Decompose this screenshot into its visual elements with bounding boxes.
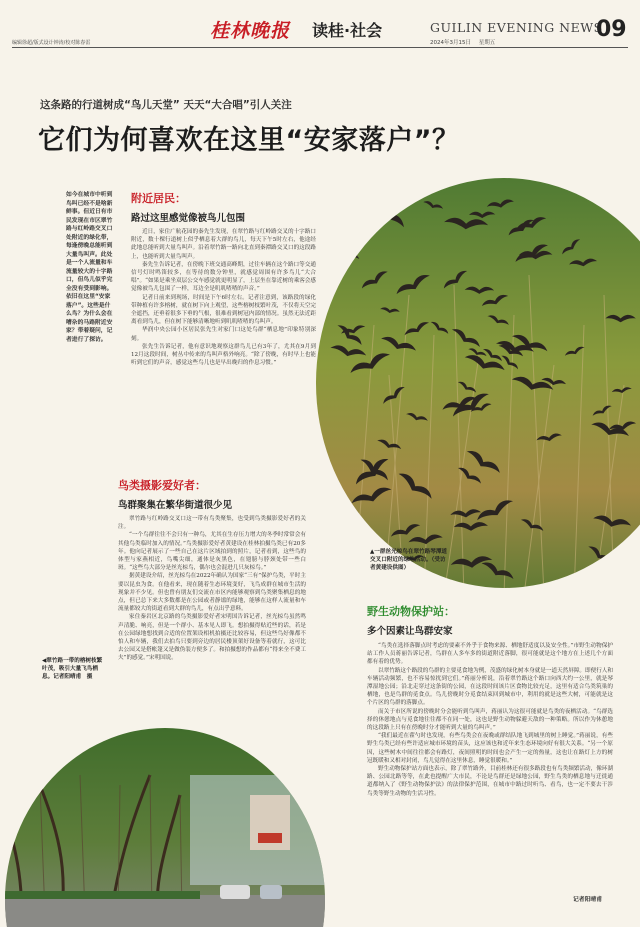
masthead-logo: 桂林晚报 bbox=[210, 20, 291, 42]
section-title: 读桂·社会 bbox=[312, 21, 383, 40]
paragraph: “鸟类在选择落脚点时考虑的要素不外乎于食物来源、栖地舒适度以及安全性。”市野生动物保护站工作人员蒋丽告诉记者，鸟群在人多车多的街道附近落脚，很可能就是这个地方在上述几个方面都有着的优势。 bbox=[367, 643, 613, 666]
paragraph: 华润中央公园小区居民张先生对家门口这处鸟群“栖息地”印象特别深刻。 bbox=[131, 327, 316, 342]
bird-silhouette bbox=[375, 201, 395, 218]
section-subtitle-photographers: 鸟群聚集在繁华街道很少见 bbox=[118, 500, 233, 511]
section-label-residents: 附近居民： bbox=[131, 192, 186, 205]
paragraph: 张先生告诉记者，他有意识地观察这群鸟儿已有3年了，尤其在9月到12月这段时间，树丛中传来的鸟叫声格外响亮。“除了傍晚，有时早上也能听到它们的声音，感觉这些鸟儿也是早出晚归的作息习惯。” bbox=[131, 343, 316, 367]
section-body-wildlife bbox=[367, 642, 613, 888]
section-label-photographers: 鸟类摄影爱好者： bbox=[118, 479, 206, 492]
header-rule bbox=[12, 47, 628, 48]
date-text: 2024年3月15日 bbox=[430, 40, 471, 46]
banyan-street-photo bbox=[0, 715, 330, 927]
page-number: 09 bbox=[596, 17, 627, 42]
paragraph: 翠竹路与红岭路交叉口这一带有鸟类聚集，也受到鸟类摄影爱好者的关注。 bbox=[118, 516, 306, 531]
paragraph: 据黄建设介绍，丝光椋鸟在2022年确认为国家“三有”保护鸟类，平时主要以昆虫为食。在他看来，现在随着生态环境变好，飞鸟成群在城市生活的现象并不少见。但也曾有朋友们交流在市区内能够观察到鸟类聚集栖息的地点，但已总下来大多数都是在公园或者静谧的绿地，能够在这样人流量和车流量都较大的街道看到大群的鸟儿，有点出乎意料。 bbox=[118, 573, 306, 613]
section-body-residents bbox=[131, 228, 316, 468]
paragraph: “一个鸟群往往不会只有一种鸟，尤其在生存压力增大的冬季时常常会有其他鸟类临时加入的情况。”鸟类摄影爱好者黄建设在桂林拍摄鸟类已有20多年。他向记者展示了一些自己在这片区域拍到的照片，记者看到，这些鸟的体型与家燕相近，鸟嘴尖细，通体是灰黑色，在翅膀与脖颈处带一些白斑。“这些鸟大部分是丝光椋鸟，偶尔也会混进几只灰椋鸟。” bbox=[118, 532, 306, 572]
weekday-text: 星期五 bbox=[478, 40, 496, 46]
lede-text: 如今在城市中听到鸟叫已经不是啥新鲜事。但近日有市民发现在市区翠竹路与红岭路交叉口处附近的绿化带，每逢傍晚总能听到大量鸟叫声。此处是一个人流量和车流量较大的十字路口，但鸟儿似乎完全没有受到影响。依旧在这里“安家落户”。这些是什么鸟？为什么会在嘈杂的马路附近安家？带着疑问，记者进行了探访。 bbox=[66, 192, 113, 343]
paragraph: 秦先生告诉记者，在傍晚下班交通高峰期，过往车辆在这个路口等交通信号灯时鸣笛较多，在等待的数分钟里，就感觉周围有许多鸟儿“大合唱”。“如果是乘坐双层公交车感觉就更明显了，上层坐在靠近树的乘客会感觉像被鸟儿包围了一样，耳边全是叽叽喳喳的声音。” bbox=[131, 261, 316, 293]
masthead bbox=[210, 16, 382, 43]
lede bbox=[66, 191, 116, 344]
section-label-wildlife: 野生动物保护站： bbox=[367, 605, 455, 618]
paragraph: “我们最近在藿勺时也发现，有些鸟类会在夜晚或群结队地飞到城里的树上睡觉。”蒋丽说，有些野生鸟类已经有些许适应城市环境的苗头，这应该也和近年来生态环境向好有很大关系。“另一个原因，这些树木中间往往都会有路灯，夜间照明的时间也会产生一定的热量，这也让在路灯上方的树冠既暖和又相对封闭，鸟儿觉得在这里休息，睡觉很暖和。” bbox=[367, 733, 613, 764]
bird-silhouette bbox=[347, 522, 368, 539]
paragraph: 野生动物保护站方面也表示，除了翠竹路外，目前桂林还有很多路段也有鸟类频繁活动，像环湖路、公园北路等等，在此也提醒广大市民，不论是鸟群还是绿地公园，野生鸟类的栖息地与迁徙通道都纳入了《野生动物保护法》的法律保护范围，在城市中路过时听鸟、看鸟，也一定不要去干涉鸟类等野生动物的生活习性。 bbox=[367, 766, 613, 797]
photo-top-caption bbox=[370, 548, 448, 572]
byline: 记者阳晴甫 bbox=[573, 897, 602, 903]
paragraph: 记者日前来到现场，时间是下午6时左右。记者注意到，该路段的绿化带种植有许多榕树，就在树下向上观望，这些榕树枝繁叶茂，不仅将天空完全遮挡，还垂着很多下垂的气根，很难看到树冠内部的情况。虽然无法近距离看到鸟儿，但在树下能够清晰地听到叽叽喳喳的鸟叫声。 bbox=[131, 294, 316, 326]
english-name: GUILIN EVENING NEWS bbox=[430, 20, 603, 35]
issue-date bbox=[430, 38, 495, 46]
photo-bottom-caption-text: ◀翠竹路一带的榕树枝繁叶茂，吸引大量飞鸟栖息。记者阳晴甫 摄 bbox=[42, 658, 103, 680]
paragraph: 而关于市区所说的傍晚时分会能听到鸟叫声，蒋丽认为这很可能就是鸟类的夜栖活动。“鸟群选择的休憩地点与觅食地往往都不在同一处，这也是野生动物躲避天敌的一种策略。所以作为休憩地的这段路上只有在傍晚时分才能听到大量的鸟叫声。” bbox=[367, 708, 613, 732]
paragraph: 近日，家住广航花园的秦先生发现，在翠竹路与红岭路交叉的十字路口附近，数十棵行道树上似乎栖息着大群的鸟儿，每天下午5时左右，他途经此地总能听到大量鸟叫声。沿着翠竹路一路向北直到秦潭路交叉口的这段路上，也能听到大量鸟叫声。 bbox=[131, 229, 316, 260]
photo-top-caption-text: ▲一群丝光椋鸟在翠竹路琴潭道交叉口附近的绿地活动。（受访者黄建设供图） bbox=[370, 549, 448, 571]
paragraph: 以翠竹路这个路段的鸟群的主要觅食地为例，茂盛的绿化树本身就是一道天然屏障。即便行人和车辆活动频繁，也不容易惊扰到它们。”蒋丽分析说，沿着翠竹路这个路口向西大约一公里，就是琴潭湿地公园；沿北走穿过这条街的公园，在这段时间该片区食物比较充足，这里有适合鸟类筑巢的栖地，也是鸟群的觅食点。鸟儿傍晚时分觅食结束回到城市中，利用的就是这些大树，可能就是这个片区的鸟群的落脚点。 bbox=[367, 667, 613, 707]
paragraph: 家住秦岩区北京路的鸟类摄影爱好者宋明国告诉记者，丝光椋鸟虽然鸣声清脆、响亮，但是一个群小、基本见人即飞。想拍摄得贴近些的话，若是在公园绿地想找到合适的位置架设相机拍摄还比较容易，但这些鸟好像都不怕人和车辆，我们去拍鸟只要到旁边的居民楼顶架好设备等着就行，这可比去公园又是搭帐篷又是做伪装方便多了。和拍摄想的作品都有“得来全不费工夫”的感觉。”宋明国说。 bbox=[118, 614, 306, 662]
section-subtitle-residents: 路过这里感觉像被鸟儿包围 bbox=[131, 213, 246, 224]
headline: 它们为何喜欢在这里“安家落户”？ bbox=[38, 125, 460, 156]
photo-bottom-caption bbox=[42, 657, 106, 681]
bird-flock-photo bbox=[314, 175, 640, 595]
section-subtitle-wildlife: 多个因素让鸟群安家 bbox=[367, 626, 453, 637]
kicker: 这条路的行道树成“鸟儿天堂” 天天“大合唱”引人关注 bbox=[40, 99, 292, 111]
credits-line: 编辑徐超/版式设计钟涛/校对陈春雷 bbox=[12, 40, 91, 46]
